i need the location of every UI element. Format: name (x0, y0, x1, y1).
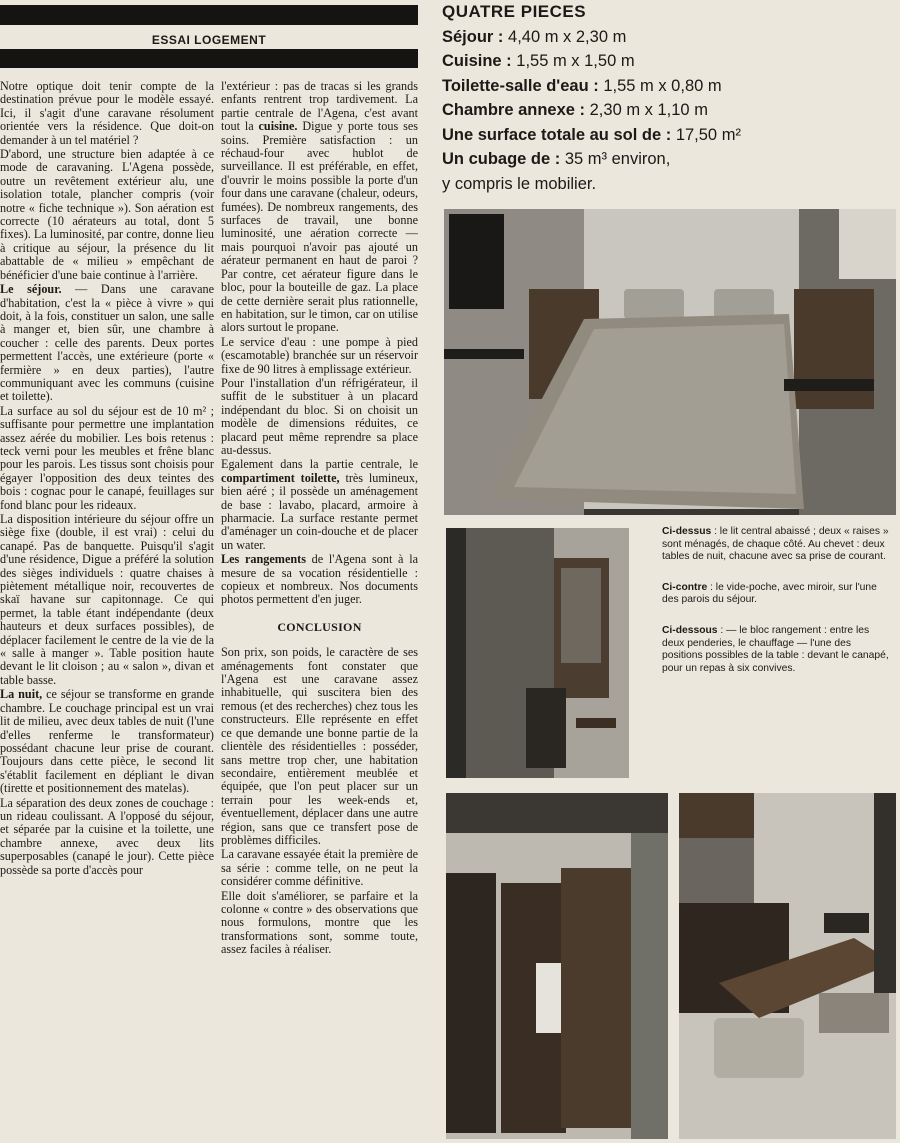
conclusion-paragraph-3: Elle doit s'améliorer, se parfaire et la colonne « contre » des observations que nous formulons, montre que les transformations sont, somme toute, assez faciles à réaliser. (221, 888, 418, 957)
article-column-2 (221, 80, 418, 958)
caption-below: Ci-dessous : — le bloc rangement : entre les deux penderies, le chauffage — l'une des positions possibles de la table : devant le canapé, pour un repas à six convives. (662, 624, 889, 674)
dining-table-photo (679, 793, 896, 1139)
nuit-heading: La nuit, (0, 687, 43, 702)
header-bar-top (0, 5, 418, 25)
surface-paragraph: La surface au sol du séjour est de 10 m² ; suffisante pour permettre une implantation assez aérée du mobilier. Les bois retenus : teck verni pour les meubles et frêne blanc pour les parois. Les tissus sont choisis pour égayer l'opposition des deux teintes des bois : cognac pour le canapé, feuillages sur fond blanc pour les rideaux. (0, 403, 214, 512)
rangements-paragraph: Les rangements de l'Agena sont à la mesure de sa vocation résidentielle : copieux et nombreux. Nos documents photos permettent d'en juger. (221, 552, 418, 607)
sejour-heading: Le séjour. (0, 282, 62, 297)
section-label: ESSAI LOGEMENT (151, 33, 267, 47)
spec-row: Toilette-salle d'eau : 1,55 m x 0,80 m (442, 76, 722, 95)
spec-row: Chambre annexe : 2,30 m x 1,10 m (442, 101, 708, 119)
intro-paragraph: Notre optique doit tenir compte de la destination prévue pour le modèle essayé. Ici, il s'agit d'une caravane résolument orientée vers la résidence. Que doit-on demander à un tel matériel ? (0, 79, 214, 147)
structure-paragraph: D'abord, une structure bien adaptée à ce mode de caravaning. L'Agena possède, outre un revêtement extérieur alu, une isolation totale, plancher compris (voir notre « fiche technique »). Son aération est correcte (10 aérateurs au total, dont 5 fixes). La luminosité, par contre, donne lieu à critique au séjour, la présence du lit abattable de « milieu » empêchant de bénéficier d'une baie continue à l'arrière. (0, 147, 214, 282)
specs-title: QUATRE PIECES (442, 2, 587, 21)
toilette-heading: compartiment toilette, (221, 470, 340, 485)
spec-row: Cuisine : 1,55 m x 1,50 m (442, 52, 635, 70)
separation-paragraph: La séparation des deux zones de couchage : un rideau coulissant. A l'opposé du séjour, et séparée par la cuisine et la toilette, une chambre annexe, avec deux lits superposables (canapé le jour). Cette pièce possède sa porte d'accès pour (0, 795, 214, 877)
curtain-mirror-photo (446, 528, 629, 778)
caption-above: Ci-dessus : le lit central abaissé ; deux « raises » sont ménagés, de chaque côté. Au chevet : deux tables de nuit, chacune avec sa prise de courant. (662, 526, 889, 563)
specs-footer: y compris le mobilier. (442, 174, 597, 193)
specs-block (442, 0, 892, 196)
photo-captions (662, 526, 892, 693)
conclusion-paragraph-2: La caravane essayée était la première de sa série : comme telle, on ne peut la considérer comme définitive. (221, 847, 418, 889)
bed-photo (444, 209, 896, 515)
conclusion-paragraph-1: Son prix, son poids, le caractère de ses aménagements font constater que l'Agena est une caravane assez inhabituelle, qui suscitera bien des remous (et des recherches) chez tous les constructeurs. Elle représente en effet ce que demande une bonne partie de la clientèle des résidentielles : posséder, sans mettre trop cher, une habitation secondaire, entièrement meublée et équipée, que l'on peut placer sur un terrain pour les week-ends et, éventuellement, déplacer dans une autre région, sans que ce transfert pose de problèmes difficiles. (221, 645, 418, 847)
nuit-paragraph: La nuit, ce séjour se transforme en grande chambre. Le couchage principal est un vrai lit de milieu, avec deux tables de nuit (l'une d'elles renferme le transformateur) possédant chacune leur prise de courant. Toujours dans cette pièce, le second lit s'établit facilement en dépliant le divan (tirette et positionnement des matelas). (0, 687, 214, 796)
sejour-paragraph: Le séjour. — Dans une caravane d'habitation, c'est la « pièce à vivre » qui doit, à la fois, constituer un salon, une salle à manger et, bien sûr, une chambre à coucher : celle des parents. Deux portes permettent l'accès, une extérieure (porte « fermière » en deux parties), l'autre communiquant avec les communs (cuisine et toilette). (0, 282, 214, 404)
caption-beside: Ci-contre : le vide-poche, avec miroir, sur l'une des parois du séjour. (662, 581, 877, 606)
rangements-heading: Les rangements (221, 552, 306, 567)
eau-paragraph: Le service d'eau : une pompe à pied (escamotable) branchée sur un réservoir fixe de 90 litres à emplissage extérieur. (221, 334, 418, 376)
conclusion-heading: CONCLUSION (277, 619, 362, 634)
spec-row: Une surface totale au sol de : 17,50 m² (442, 125, 741, 144)
cuisine-heading: cuisine. (258, 119, 298, 134)
cuisine-paragraph: l'extérieur : pas de tracas si les grands enfants rentrent trop tardivement. La partie centrale de l'Agena, c'est avant tout la cuisine. Digue y porte tous ses soins. Première satisfaction : un réchaud-four avec hublot de surveillance. Il est préférable, en effet, d'ouvrir le moins possible la porte d'un four dans une caravane (chaleur, odeurs, fumées). De nombreux rangements, des surfaces de travail, une bonne luminosité, une aération correcte — mais pourquoi n'avoir pas ajouté un aérateur permanent en haut de paroi ? Par contre, cet aérateur figure dans le bloc, pour la bouteille de gaz. La place de cette dernière serait plus rationnelle, en habitation, sur le timon, car on utilise alors surtout le propane. (221, 79, 418, 335)
spec-row: Un cubage de : 35 m³ environ, (442, 150, 671, 168)
refrigerateur-paragraph: Pour l'installation d'un réfrigérateur, il suffit de le substituer à un placard indépendant du bloc. Si on choisit un modèle de dimensions réduites, ce placard peut même reprendre sa place au-dessus. (221, 375, 418, 457)
toilette-paragraph: Egalement dans la partie centrale, le compartiment toilette, très lumineux, bien aéré ; il possède un aménagement de base : lavabo, placard, armoire à pharmacie. La surface restante permet d'aménager un coin-douche et de placer un water. (221, 457, 418, 552)
article-column-1 (0, 80, 214, 878)
spec-row: Séjour : 4,40 m x 2,30 m (442, 27, 627, 46)
disposition-paragraph: La disposition intérieure du séjour offre un siège fixe (double, il est vrai) : celui du canapé. Pas de banquette. Puisqu'il s'agit d'une résidence, Digue a préféré la solution des sièges individuels : quatre chaises à piètement métallique noir, recouvertes de skaï havane sur capitonnage. Ce qui permet, la table étant indépendante (deux hauteurs et deux surfaces possibles), de déplacer facilement le centre de la vie de la « salle à manger ». Table position haute devant le lit cloison ; au « salon », divan et table basse. (0, 512, 214, 687)
storage-photo (446, 793, 668, 1139)
header-bar-bottom (0, 49, 418, 68)
